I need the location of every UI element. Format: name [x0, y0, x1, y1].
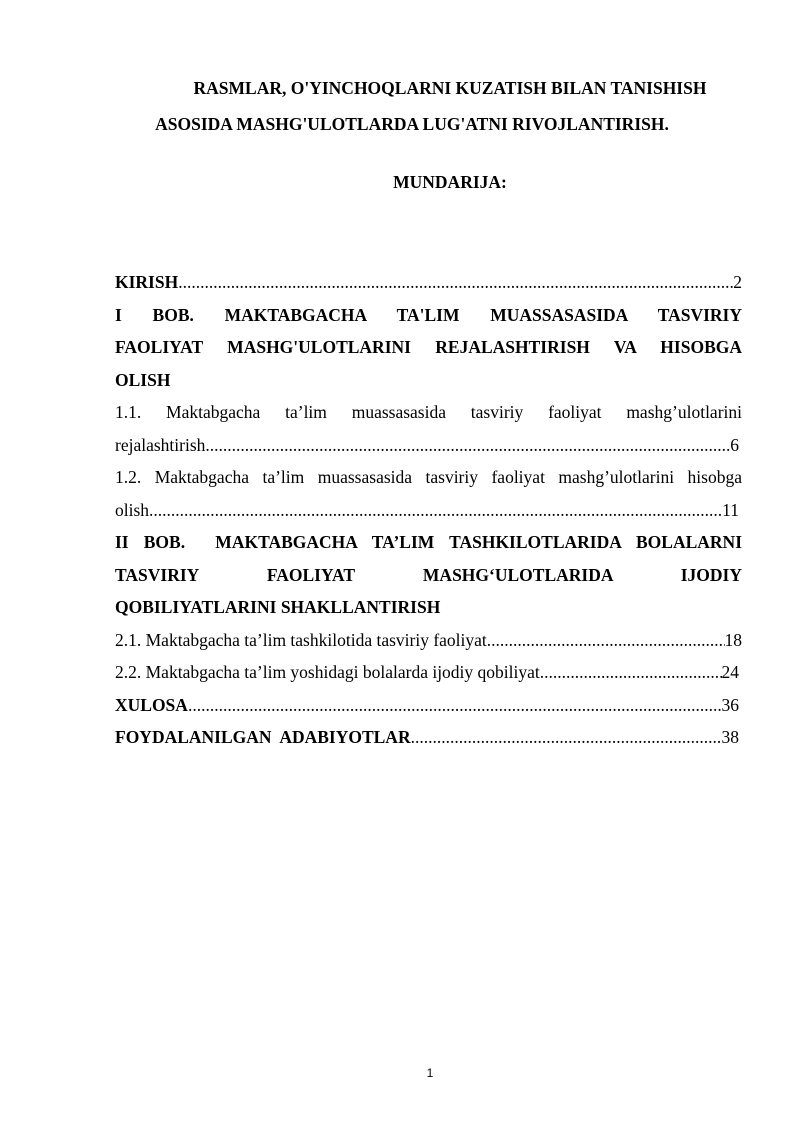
toc-entry-label: FOYDALANILGAN ADABIYOTLAR	[115, 727, 411, 747]
leader-dots	[188, 689, 722, 722]
document-title	[100, 70, 760, 142]
toc-entry-label: II BOB. MAKTABGACHA TA’LIM TASHKILOTLARIDA BOLALARNI	[115, 532, 742, 552]
leader-dots	[205, 429, 730, 462]
leader-dots	[149, 494, 722, 527]
toc-page-number: 24	[721, 662, 739, 682]
toc-entry-section-2-2[interactable]	[115, 656, 742, 689]
toc-entry-label: 2.1. Maktabgacha ta’lim tashkilotida tasviriy faoliyat	[115, 629, 487, 650]
title-line-1: RASMLAR, O'YINCHOQLARNI KUZATISH BILAN TANISHISH	[193, 78, 707, 98]
toc-page-number: 36	[721, 694, 739, 715]
toc-entry-label: olish	[115, 499, 150, 520]
toc-entry-label: 2.2. Maktabgacha ta’lim yoshidagi bolalarda ijodiy qobiliyat	[115, 662, 540, 682]
toc-entry-label: 1.1. Maktabgacha ta’lim muassasasida tasviriy faoliyat mashg’ulotlarini	[115, 402, 742, 422]
toc-entry-label: FAOLIYAT MASHG'ULOTLARINI REJALASHTIRISH VA HISOBGA	[115, 337, 742, 357]
toc-entry-conclusion[interactable]	[115, 689, 742, 722]
toc-entry-label: rejalashtirish	[115, 434, 206, 455]
toc-entry-label: 1.2. Maktabgacha ta’lim muassasasida tasviriy faoliyat mashg’ulotlarini hisobga	[115, 467, 742, 487]
page-number: 1	[426, 1066, 434, 1080]
toc-entry-chapter-1[interactable]	[115, 299, 742, 397]
table-of-contents	[115, 266, 742, 754]
toc-entry-label: XULOSA	[115, 694, 188, 715]
leader-dots	[411, 721, 722, 754]
toc-entry-label: I BOB. MAKTABGACHA TA'LIM MUASSASASIDA TASVIRIY	[115, 304, 742, 325]
toc-entry-label: OLISH	[115, 369, 171, 390]
toc-entry-section-1-2[interactable]	[115, 461, 742, 526]
toc-page-number: 2	[733, 272, 742, 292]
toc-entry-label: TASVIRIY FAOLIYAT MASHG‘ULOTLARIDA IJODIY	[115, 564, 742, 585]
toc-entry-references[interactable]	[115, 721, 742, 754]
toc-entry-label: QOBILIYATLARINI SHAKLLANTIRISH	[115, 597, 441, 617]
toc-entry-section-1-1[interactable]	[115, 396, 742, 461]
leader-dots	[178, 266, 733, 299]
toc-entry-chapter-2[interactable]	[115, 526, 742, 624]
title-line-2: ASOSIDA MASHG'ULOTLARDA LUG'ATNI RIVOJLANTIRISH.	[155, 114, 669, 134]
leader-dots	[487, 624, 725, 657]
toc-entry-label: KIRISH	[115, 272, 179, 292]
leader-dots	[540, 656, 722, 689]
toc-entry-intro[interactable]	[115, 266, 742, 299]
toc-entry-section-2-1[interactable]	[115, 624, 742, 657]
toc-page-number: 18	[724, 629, 742, 650]
toc-page-number: 38	[721, 727, 739, 747]
toc-page-number: 6	[730, 434, 739, 455]
toc-heading: MUNDARIJA:	[393, 172, 507, 192]
toc-page-number: 11	[722, 499, 739, 520]
